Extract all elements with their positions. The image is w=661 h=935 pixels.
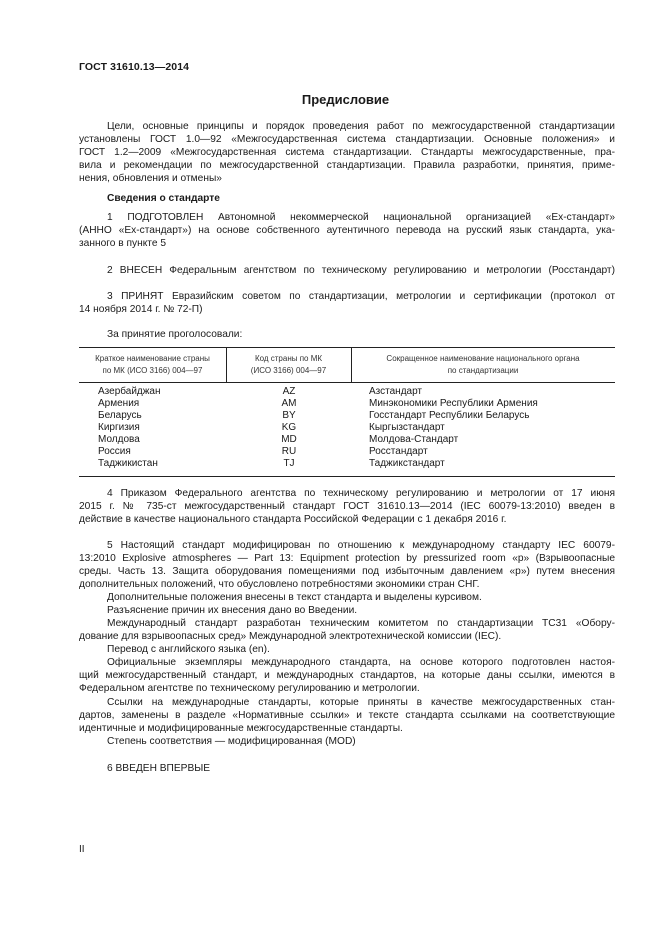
item4-line: действие в качестве национального стандарта Российской Федерации с 1 декабря 2016 г.: [79, 514, 507, 525]
item6-line: 6 ВВЕДЕН ВПЕРВЫЕ: [107, 763, 211, 774]
table-cell-body: Таджикстандарт: [369, 458, 445, 469]
item5-line: 5 Настоящий стандарт модифицирован по отношению к международному стандарту IEC 60079-: [107, 540, 615, 551]
item5-line: Степень соответствия — модифицированная (MOD): [107, 736, 356, 747]
item5-line: Перевод с английского языка (en).: [107, 644, 270, 655]
item5-line: Официальные экземпляры международного стандарта, на основе которого подготовлен настоя-: [107, 657, 615, 668]
item5-line: Ссылки на международные стандарты, которые приняты в качестве межгосударственных стан-: [107, 697, 615, 708]
section-heading: Сведения о стандарте: [107, 193, 220, 204]
table-cell-code: BY: [282, 410, 296, 421]
intro-line: нения, обновления и отмены»: [79, 173, 222, 184]
item5-line: щий межгосударственный стандарт, и международных стандартов, на которые даны ссылки, имеются в: [79, 670, 615, 681]
page-title: Предисловие: [301, 92, 390, 107]
item5-line: дование для взрывоопасных сред» Международной электротехнической комиссии (IEC).: [79, 631, 502, 642]
item4-line: 2015 г. № 735-ст межгосударственный стандарт ГОСТ 31610.13—2014 (IEC 60079-13:2010) введен в: [79, 501, 615, 512]
table-cell-country: Россия: [98, 446, 131, 457]
table-cell-body: Минэкономики Республики Армения: [369, 398, 538, 409]
table-cell-body: Молдова-Стандарт: [369, 434, 459, 445]
item4-line: 4 Приказом Федерального агентства по техническому регулированию и метрологии от 17 июня: [107, 488, 615, 499]
item5-line: Международный стандарт разработан техническим комитетом по стандартизации ТС31 «Обору-: [107, 618, 615, 629]
page-number: II: [79, 844, 85, 855]
item2-line: 2 ВНЕСЕН Федеральным агентством по техническому регулированию и метрологии (Росстандарт): [107, 265, 615, 276]
item5-line: Разъяснение причин их внесения дано во Введении.: [107, 605, 358, 616]
table-cell-code: TJ: [283, 458, 295, 469]
table-cell-code: AZ: [282, 386, 296, 397]
intro-line: Цели, основные принципы и порядок проведения работ по межгосударственной стандартизации: [107, 121, 615, 132]
table-cell-body: Кыргызстандарт: [369, 422, 445, 433]
table-cell-body: Росстандарт: [369, 446, 428, 457]
table-cell-code: RU: [281, 446, 297, 457]
item1-line: 1 ПОДГОТОВЛЕН Автономной некоммерческой национальной организацией «Ех-стандарт»: [107, 212, 615, 223]
item5-line: дополнительных положений, что обусловлено потребностями экономики стран СНГ.: [79, 579, 480, 590]
item5-line: Дополнительные положения внесены в текст стандарта и выделены курсивом.: [107, 592, 482, 603]
table-cell-country: Таджикистан: [98, 458, 158, 469]
document-code: ГОСТ 31610.13—2014: [79, 61, 190, 73]
table-cell-country: Молдова: [98, 434, 140, 445]
table-cell-code: KG: [281, 422, 297, 433]
intro-line: вила и рекомендации по межгосударственной стандартизации. Правила разработки, принятия, приме-: [79, 160, 615, 171]
item3-line: 3 ПРИНЯТ Евразийским советом по стандартизации, метрологии и сертификации (протокол от: [107, 291, 615, 302]
table-cell-body: Азстандарт: [369, 386, 423, 397]
item3-line: 14 ноября 2014 г. № 72-П): [79, 304, 203, 315]
item5-line: Федеральном агентстве по техническому регулированию и метрологии.: [79, 683, 420, 694]
voting-table: [79, 347, 615, 477]
intro-line: установлены ГОСТ 1.0—92 «Межгосударственная система стандартизации. Основные положения» и: [79, 134, 615, 145]
table-cell-country: Киргизия: [98, 422, 140, 433]
table-cell-country: Армения: [98, 398, 140, 409]
table-cell-body: Госстандарт Республики Беларусь: [369, 410, 530, 421]
table-cell-country: Азербайджан: [98, 386, 161, 397]
item5-line: идентичные и модифицированные межгосударственные стандарты.: [79, 723, 403, 734]
table-header-country: Краткое наименование страны по МК (ИСО 3166) 004—97: [95, 354, 210, 375]
table-header-code: Код страны по МК (ИСО 3166) 004—97: [250, 354, 327, 375]
table-cell-country: Беларусь: [98, 410, 142, 421]
table-cell-code: MD: [281, 434, 297, 445]
table-header-body: Сокращенное наименование национального органа по стандартизации: [386, 354, 580, 375]
item5-line: среды. Часть 13. Защита оборудования помещениями под избыточным давлением «р») путем внесения: [79, 566, 615, 577]
voted-label: За принятие проголосовали:: [107, 329, 243, 340]
item5-line: дартов, заменены в разделе «Нормативные ссылки» и тексте стандарта ссылками на соответствующие: [79, 710, 615, 721]
intro-line: ГОСТ 1.2—2009 «Межгосударственная система стандартизации. Стандарты межгосударственные, пра-: [79, 147, 615, 158]
table-cell-code: AM: [281, 398, 297, 409]
item5-line: 13:2010 Explosive atmospheres — Part 13: Equipment protection by pressurized room «р» (Взрывоопасные: [79, 553, 615, 564]
item1-line: (АННО «Ех-стандарт») на основе собственного аутентичного перевода на русский язык стандарта, ука-: [79, 225, 615, 236]
item1-line: занного в пункте 5: [79, 238, 167, 249]
